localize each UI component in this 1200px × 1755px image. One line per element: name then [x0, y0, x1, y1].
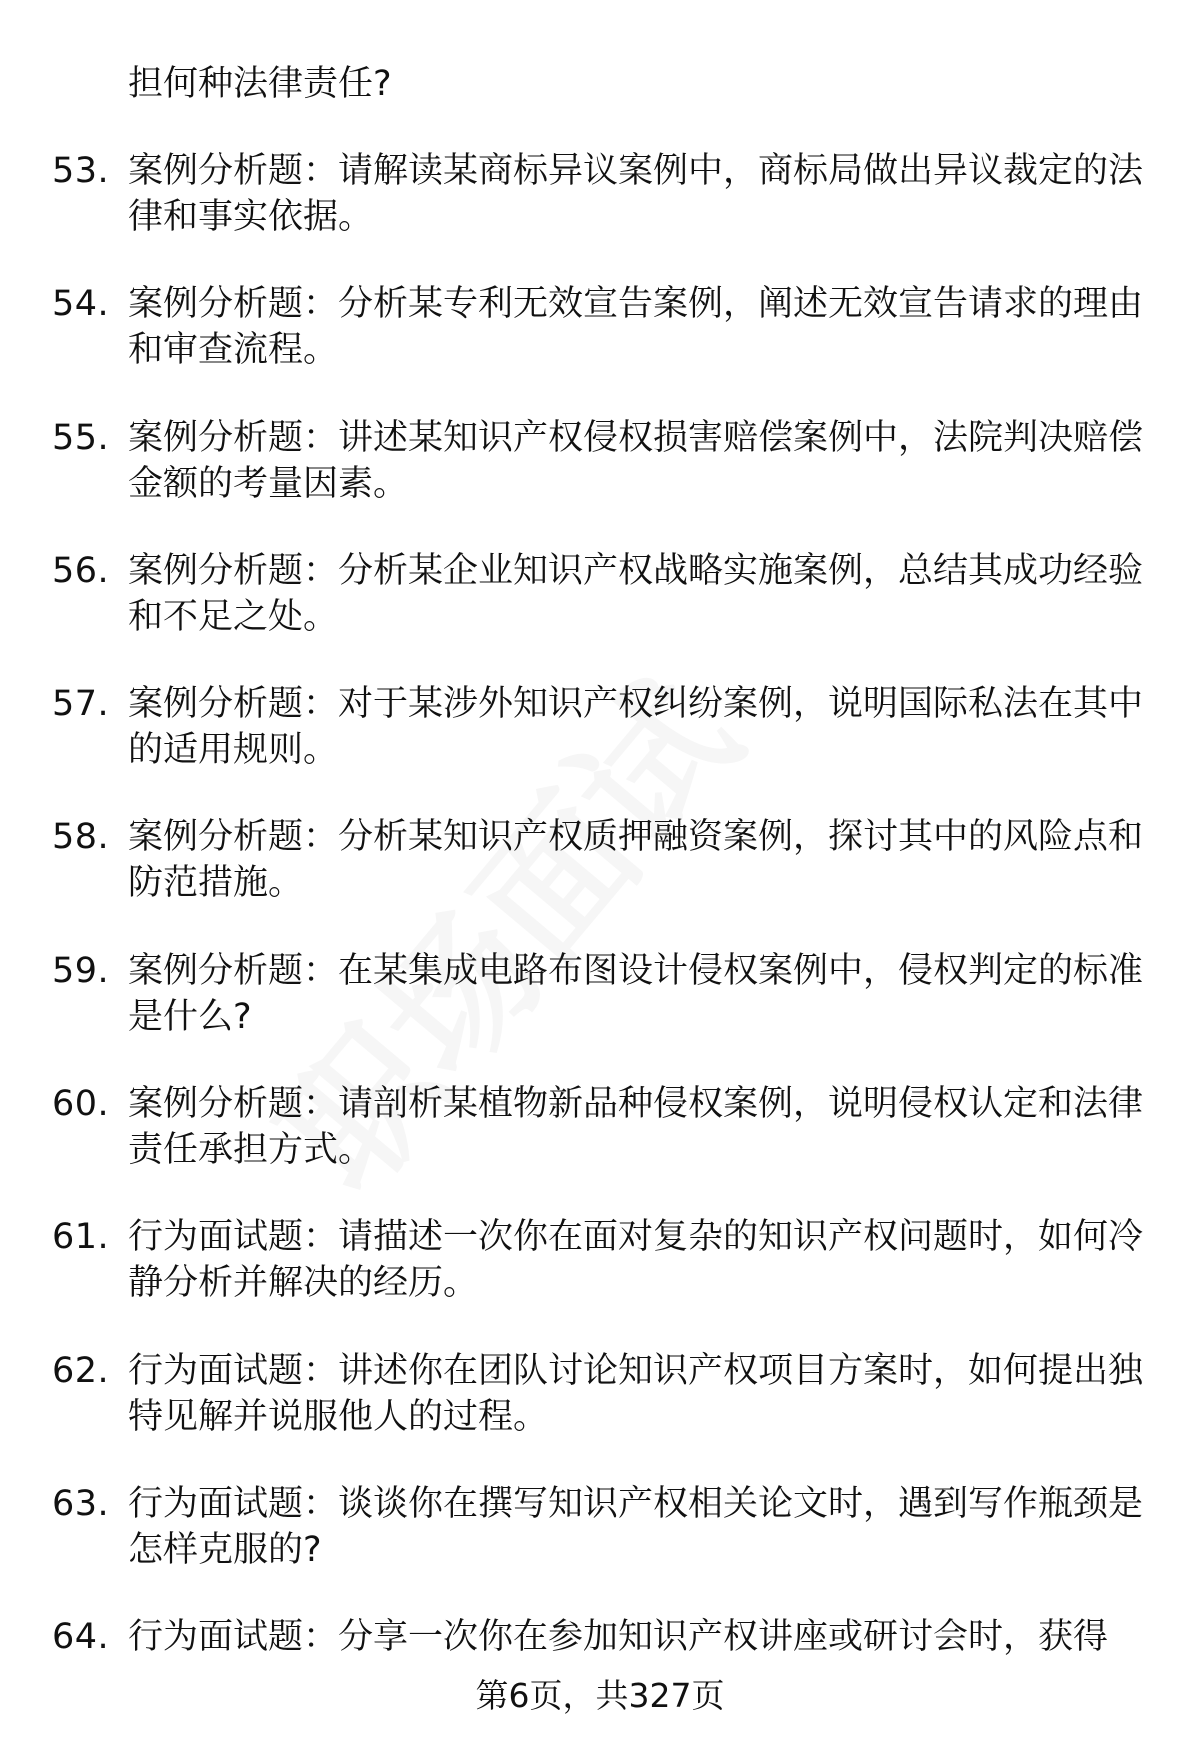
question-text: 案例分析题：分析某企业知识产权战略实施案例，总结其成功经验和不足之处。	[128, 550, 1144, 637]
list-item	[0, 281, 1200, 373]
question-number: 54.	[52, 284, 110, 325]
list-item	[0, 1348, 1200, 1440]
question-list	[0, 148, 1200, 1748]
question-number: 64.	[52, 1617, 110, 1658]
list-item	[0, 948, 1200, 1040]
list-item	[0, 681, 1200, 773]
page-footer: 第6页，共327页	[475, 1676, 725, 1715]
question-text: 案例分析题：对于某涉外知识产权纠纷案例，说明国际私法在其中的适用规则。	[128, 684, 1144, 771]
question-number: 61.	[52, 1217, 110, 1258]
list-item	[0, 1481, 1200, 1573]
question-number: 53.	[52, 151, 110, 191]
question-number: 55.	[52, 417, 110, 458]
list-item	[0, 814, 1200, 906]
question-number: 62.	[52, 1350, 110, 1391]
question-text: 行为面试题：讲述你在团队讨论知识产权项目方案时，如何提出独特见解并说服他人的过程。	[128, 1350, 1144, 1437]
question-text: 行为面试题：请描述一次你在面对复杂的知识产权问题时，如何冷静分析并解决的经历。	[128, 1217, 1144, 1304]
question-text: 行为面试题：分享一次你在参加知识产权讲座或研讨会时，获得	[128, 1617, 1109, 1658]
question-text: 案例分析题：请解读某商标异议案例中，商标局做出异议裁定的法律和事实依据。	[128, 151, 1144, 237]
question-text: 案例分析题：分析某知识产权质押融资案例，探讨其中的风险点和防范措施。	[128, 817, 1144, 904]
question-text: 案例分析题：讲述某知识产权侵权损害赔偿案例中，法院判决赔偿金额的考量因素。	[128, 417, 1144, 504]
list-item	[0, 415, 1200, 507]
list-item	[0, 148, 1200, 240]
question-number: 59.	[52, 950, 110, 991]
question-number: 63.	[52, 1483, 110, 1524]
list-item	[0, 1081, 1200, 1173]
list-item	[0, 1214, 1200, 1306]
question-number: 60.	[52, 1084, 110, 1125]
question-text: 案例分析题：请剖析某植物新品种侵权案例，说明侵权认定和法律责任承担方式。	[128, 1084, 1144, 1171]
question-number: 57.	[52, 684, 110, 725]
question-text: 案例分析题：在某集成电路布图设计侵权案例中，侵权判定的标准是什么?	[128, 950, 1144, 1037]
question-text: 案例分析题：分析某专利无效宣告案例，阐述无效宣告请求的理由和审查流程。	[128, 284, 1144, 371]
continuation-text: 担何种法律责任?	[128, 64, 392, 104]
question-number: 58.	[52, 817, 110, 858]
question-text: 行为面试题：谈谈你在撰写知识产权相关论文时，遇到写作瓶颈是怎样克服的?	[128, 1483, 1144, 1570]
question-number: 56.	[52, 550, 110, 591]
list-item	[0, 548, 1200, 640]
